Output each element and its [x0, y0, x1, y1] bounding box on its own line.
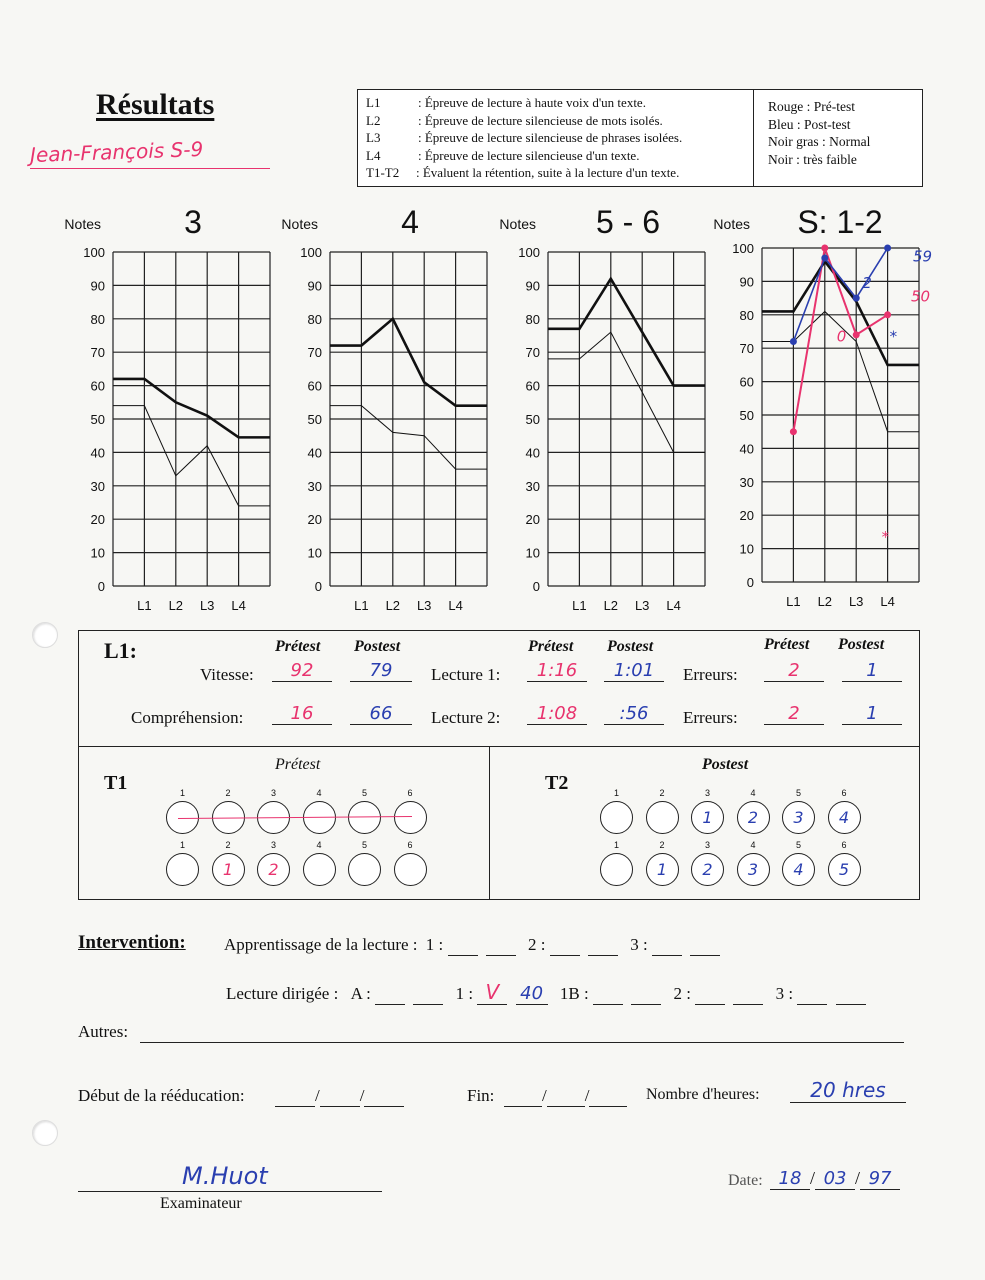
- chart-annotation: *: [889, 327, 898, 346]
- field-blank[interactable]: [797, 984, 827, 1005]
- l1-pretest-header-3: Prétest: [764, 636, 810, 653]
- x-tick-label: L4: [880, 594, 895, 609]
- circle-number: 1: [179, 788, 185, 798]
- legend-codes: [358, 90, 754, 186]
- intervention-label: Intervention:: [78, 932, 186, 953]
- dirigee-1b: 1B :: [559, 984, 589, 1003]
- x-tick-label: L3: [634, 598, 650, 613]
- t1-label: T1: [104, 772, 128, 794]
- erreurs1-label: Erreurs:: [683, 665, 738, 684]
- series-line: [548, 279, 705, 386]
- dirigee-1: 1 :: [455, 984, 474, 1003]
- y-tick-label: 40: [525, 445, 540, 461]
- retention-circle: [394, 801, 427, 834]
- apprentissage-line: [224, 935, 720, 956]
- circle-number: 1: [179, 840, 185, 850]
- chart-annotation: 59: [913, 247, 933, 266]
- x-tick-label: L2: [385, 598, 401, 613]
- data-point: [821, 255, 828, 262]
- date-label: Date:: [728, 1172, 763, 1189]
- dirigee-2: 2 :: [673, 984, 691, 1003]
- retention-circle: [303, 853, 336, 886]
- chart-ylabel: Notes: [499, 216, 536, 232]
- data-point: [884, 245, 891, 252]
- lecture-dirigee-label: Lecture dirigée :: [226, 984, 339, 1003]
- y-tick-label: 10: [739, 541, 754, 557]
- legend-row: [366, 164, 745, 182]
- erreurs2-post: 1: [842, 703, 902, 725]
- apprentissage-n2: 2 :: [528, 935, 546, 954]
- legend: [357, 89, 923, 187]
- data-point: [884, 311, 891, 318]
- chart-ylabel: Notes: [713, 216, 750, 232]
- signature: M.Huot: [182, 1162, 268, 1190]
- circle-number: 2: [225, 840, 231, 850]
- date-value: 18 / 03 / 97: [770, 1168, 900, 1190]
- lecture2-label: Lecture 2:: [431, 708, 501, 727]
- y-tick-label: 100: [83, 245, 105, 260]
- charts-area: [0, 195, 985, 620]
- lecture1-post: 1:01: [604, 660, 664, 682]
- y-tick-label: 70: [90, 345, 105, 361]
- legend-row: [366, 112, 745, 130]
- retention-circle: [646, 801, 679, 834]
- circle-number: 1: [613, 840, 619, 850]
- y-tick-label: 60: [90, 378, 105, 394]
- x-tick-label: L2: [817, 594, 833, 609]
- apprentissage-n3: 3 :: [630, 935, 648, 954]
- retention-circle: 1: [646, 853, 679, 886]
- y-tick-label: 20: [307, 512, 322, 528]
- punch-hole: [32, 1120, 58, 1146]
- field-blank[interactable]: [413, 984, 443, 1005]
- y-tick-label: 10: [307, 545, 322, 561]
- x-tick-label: L2: [603, 598, 619, 613]
- y-tick-label: 40: [739, 441, 754, 457]
- erreurs1-pre: 2: [764, 660, 824, 682]
- x-tick-label: L1: [786, 594, 801, 609]
- lecture2-pre: 1:08: [527, 703, 587, 725]
- y-tick-label: 90: [90, 278, 105, 294]
- data-point: [853, 331, 860, 338]
- debut-label: Début de la rééducation:: [78, 1086, 245, 1105]
- circle-number: 6: [407, 788, 413, 798]
- field-blank[interactable]: [652, 935, 682, 956]
- legend-desc: : Évaluent la rétention, suite à la lecture d'un texte.: [416, 165, 680, 180]
- retention-circle: 2: [257, 853, 290, 886]
- y-tick-label: 0: [532, 579, 540, 594]
- apprentissage-n1: 1 :: [425, 935, 444, 954]
- y-tick-label: 40: [90, 445, 105, 461]
- y-tick-label: 20: [739, 508, 754, 524]
- y-tick-label: 90: [525, 278, 540, 294]
- fin-label: Fin:: [467, 1086, 495, 1105]
- circle-number: 5: [795, 840, 801, 850]
- y-tick-label: 40: [307, 445, 322, 461]
- legend-code: L3: [366, 130, 381, 145]
- heures-value: 20 hres: [790, 1078, 906, 1103]
- data-point: [853, 295, 860, 302]
- x-tick-label: L3: [848, 594, 864, 609]
- legend-code: L1: [366, 95, 381, 110]
- y-tick-label: 30: [307, 478, 322, 494]
- t1-circles: [166, 788, 436, 888]
- field-blank[interactable]: [375, 984, 405, 1005]
- student-name: Jean-François S-9: [29, 136, 204, 168]
- y-tick-label: 80: [525, 311, 540, 327]
- x-tick-label: L2: [168, 598, 184, 613]
- y-tick-label: 10: [90, 545, 105, 561]
- date-day: 18: [770, 1168, 810, 1190]
- circle-number: 5: [795, 788, 801, 798]
- x-tick-label: L1: [572, 598, 587, 613]
- retention-circle: 3: [737, 853, 770, 886]
- field-blank[interactable]: [695, 984, 725, 1005]
- debut-date-field[interactable]: / /: [275, 1086, 404, 1107]
- y-tick-label: 30: [525, 478, 540, 494]
- field-blank[interactable]: [593, 984, 623, 1005]
- chart-title: 3: [184, 204, 202, 240]
- y-tick-label: 60: [739, 374, 754, 390]
- l1-postest-header-2: Postest: [607, 638, 654, 655]
- vitesse-pre: 92: [272, 660, 332, 682]
- lecture2-post: :56: [604, 703, 664, 725]
- field-blank[interactable]: [690, 935, 720, 956]
- t-divider: [489, 746, 490, 900]
- circle-number: 5: [361, 840, 367, 850]
- circle-number: 4: [316, 788, 322, 798]
- retention-circle: [600, 801, 633, 834]
- y-tick-label: 50: [307, 412, 322, 427]
- comprehension-label: Compréhension:: [131, 708, 244, 727]
- t2-label: T2: [545, 772, 569, 794]
- y-tick-label: 80: [307, 311, 322, 327]
- y-tick-label: 90: [307, 278, 322, 294]
- legend-row: [366, 147, 745, 165]
- page-title: Résultats: [96, 88, 215, 121]
- x-tick-label: L1: [354, 598, 369, 613]
- l1-postest-header: Postest: [354, 638, 401, 655]
- comprehension-pre: 16: [272, 703, 332, 725]
- legend-color-black: Noir : très faible: [768, 151, 857, 167]
- t1-heading: Prétest: [275, 756, 321, 773]
- autres-line[interactable]: [140, 1042, 904, 1043]
- field-blank[interactable]: [733, 984, 763, 1005]
- data-point: [790, 428, 797, 435]
- x-tick-label: L1: [137, 598, 152, 613]
- retention-circle: 2: [691, 853, 724, 886]
- circle-number: 3: [704, 788, 710, 798]
- circle-number: 2: [225, 788, 231, 798]
- lecture-dirigee-line: [226, 980, 866, 1005]
- legend-code: L2: [366, 112, 381, 128]
- y-tick-label: 50: [525, 412, 540, 427]
- retention-circle: 4: [828, 801, 861, 834]
- field-blank[interactable]: [550, 935, 580, 956]
- vitesse-label: Vitesse:: [200, 665, 254, 684]
- student-name-underline: [30, 168, 270, 169]
- retention-circle: 3: [782, 801, 815, 834]
- y-tick-label: 0: [314, 579, 322, 594]
- retention-circle: 1: [212, 853, 245, 886]
- vitesse-post: 79: [350, 660, 412, 682]
- chart-title: S: 1-2: [797, 204, 883, 240]
- legend-desc: : Épreuve de lecture silencieuse de phrases isolées.: [418, 130, 683, 145]
- field-blank[interactable]: [448, 935, 478, 956]
- fin-date-field[interactable]: / /: [504, 1086, 627, 1107]
- section-divider: [78, 746, 920, 747]
- circle-number: 2: [659, 840, 665, 850]
- chart-ylabel: Notes: [281, 216, 318, 232]
- field-blank[interactable]: [631, 984, 661, 1005]
- y-tick-label: 30: [90, 478, 105, 494]
- series-line: [548, 332, 705, 452]
- y-tick-label: 80: [90, 311, 105, 327]
- legend-desc: : Épreuve de lecture silencieuse de mots isolés.: [418, 112, 663, 128]
- legend-desc: : Épreuve de lecture silencieuse d'un texte.: [418, 147, 640, 163]
- circle-number: 4: [750, 840, 756, 850]
- erreurs1-post: 1: [842, 660, 902, 682]
- circle-number: 6: [841, 788, 847, 798]
- circle-number: 6: [407, 840, 413, 850]
- legend-color-blue: Bleu : Post-test: [768, 116, 851, 132]
- y-tick-label: 50: [739, 408, 754, 423]
- y-tick-label: 70: [307, 345, 322, 361]
- chart-title: 4: [401, 204, 419, 240]
- y-tick-label: 70: [525, 345, 540, 361]
- chart-annotation: *: [881, 527, 890, 546]
- x-tick-label: L3: [416, 598, 432, 613]
- data-point: [790, 338, 797, 345]
- chart-title: 5 - 6: [595, 204, 661, 240]
- dirigee-3: 3 :: [775, 984, 794, 1003]
- field-blank[interactable]: [486, 935, 516, 956]
- examinateur-label: Examinateur: [160, 1195, 242, 1212]
- y-tick-label: 0: [97, 579, 105, 594]
- x-tick-label: L4: [231, 598, 246, 613]
- legend-code: L4: [366, 147, 381, 163]
- series-line: [113, 406, 270, 506]
- lecture1-label: Lecture 1:: [431, 665, 501, 684]
- data-point: [821, 245, 828, 252]
- punch-hole: [32, 622, 58, 648]
- l1-title: L1:: [104, 638, 137, 663]
- retention-circle: 5: [828, 853, 861, 886]
- y-tick-label: 20: [525, 512, 540, 528]
- erreurs2-label: Erreurs:: [683, 708, 738, 727]
- l1-postest-header-3: Postest: [838, 636, 885, 653]
- y-tick-label: 90: [739, 274, 754, 290]
- legend-desc: : Épreuve de lecture à haute voix d'un texte.: [418, 95, 646, 110]
- y-tick-label: 20: [90, 512, 105, 528]
- y-tick-label: 60: [307, 378, 322, 394]
- x-tick-label: L3: [199, 598, 215, 613]
- circle-number: 6: [841, 840, 847, 850]
- y-tick-label: 0: [746, 575, 754, 590]
- y-tick-label: 30: [739, 474, 754, 490]
- y-tick-label: 80: [739, 307, 754, 323]
- series-line: [330, 406, 487, 469]
- legend-row: [366, 129, 745, 147]
- circle-number: 3: [270, 840, 276, 850]
- retention-circle: [600, 853, 633, 886]
- autres-label: Autres:: [78, 1022, 129, 1041]
- circle-number: 1: [613, 788, 619, 798]
- t2-circles: [600, 788, 870, 888]
- retention-circle: [348, 853, 381, 886]
- retention-circle: 2: [737, 801, 770, 834]
- chart-annotation: 50: [911, 287, 931, 306]
- y-tick-label: 10: [525, 545, 540, 561]
- y-tick-label: 60: [525, 378, 540, 394]
- l1-pretest-header-2: Prétest: [528, 638, 574, 655]
- circle-number: 4: [316, 840, 322, 850]
- legend-code: T1-T2: [366, 165, 400, 180]
- retention-circle: [394, 853, 427, 886]
- heures-label: Nombre d'heures:: [646, 1086, 760, 1103]
- date-year: 97: [860, 1168, 900, 1190]
- lecture1-pre: 1:16: [527, 660, 587, 682]
- l1-pretest-header: Prétest: [275, 638, 321, 655]
- legend-color-bold: Noir gras : Normal: [768, 134, 871, 149]
- y-tick-label: 100: [732, 241, 754, 256]
- t2-heading: Postest: [702, 756, 749, 773]
- circle-number: 3: [704, 840, 710, 850]
- chart-annotation: 2: [862, 274, 872, 293]
- y-tick-label: 100: [300, 245, 322, 260]
- chart-annotation: 0: [836, 327, 847, 346]
- field-blank[interactable]: [836, 984, 866, 1005]
- retention-circle: 4: [782, 853, 815, 886]
- date-month: 03: [815, 1168, 855, 1190]
- circle-number: 2: [659, 788, 665, 798]
- dirigee-1-value-40: 40: [516, 983, 548, 1005]
- x-tick-label: L4: [666, 598, 681, 613]
- legend-color-red: Rouge : Pré-test: [768, 99, 855, 114]
- chart-ylabel: Notes: [64, 216, 101, 232]
- apprentissage-label: Apprentissage de la lecture :: [224, 935, 418, 954]
- retention-circle: [348, 801, 381, 834]
- circle-number: 4: [750, 788, 756, 798]
- comprehension-post: 66: [350, 703, 412, 725]
- field-blank[interactable]: [588, 935, 618, 956]
- legend-row: [366, 94, 745, 112]
- erreurs2-pre: 2: [764, 703, 824, 725]
- x-tick-label: L4: [448, 598, 463, 613]
- dirigee-1-value-v: V: [477, 980, 507, 1005]
- y-tick-label: 50: [90, 412, 105, 427]
- retention-circle: 1: [691, 801, 724, 834]
- retention-circle: [166, 853, 199, 886]
- y-tick-label: 100: [518, 245, 540, 260]
- dirigee-a: A :: [350, 984, 371, 1003]
- y-tick-label: 70: [739, 341, 754, 357]
- circle-number: 3: [270, 788, 276, 798]
- series-line: [113, 379, 270, 437]
- circle-number: 5: [361, 788, 367, 798]
- examinateur-line: [78, 1191, 382, 1192]
- legend-colors: [754, 90, 884, 186]
- series-line: [330, 319, 487, 406]
